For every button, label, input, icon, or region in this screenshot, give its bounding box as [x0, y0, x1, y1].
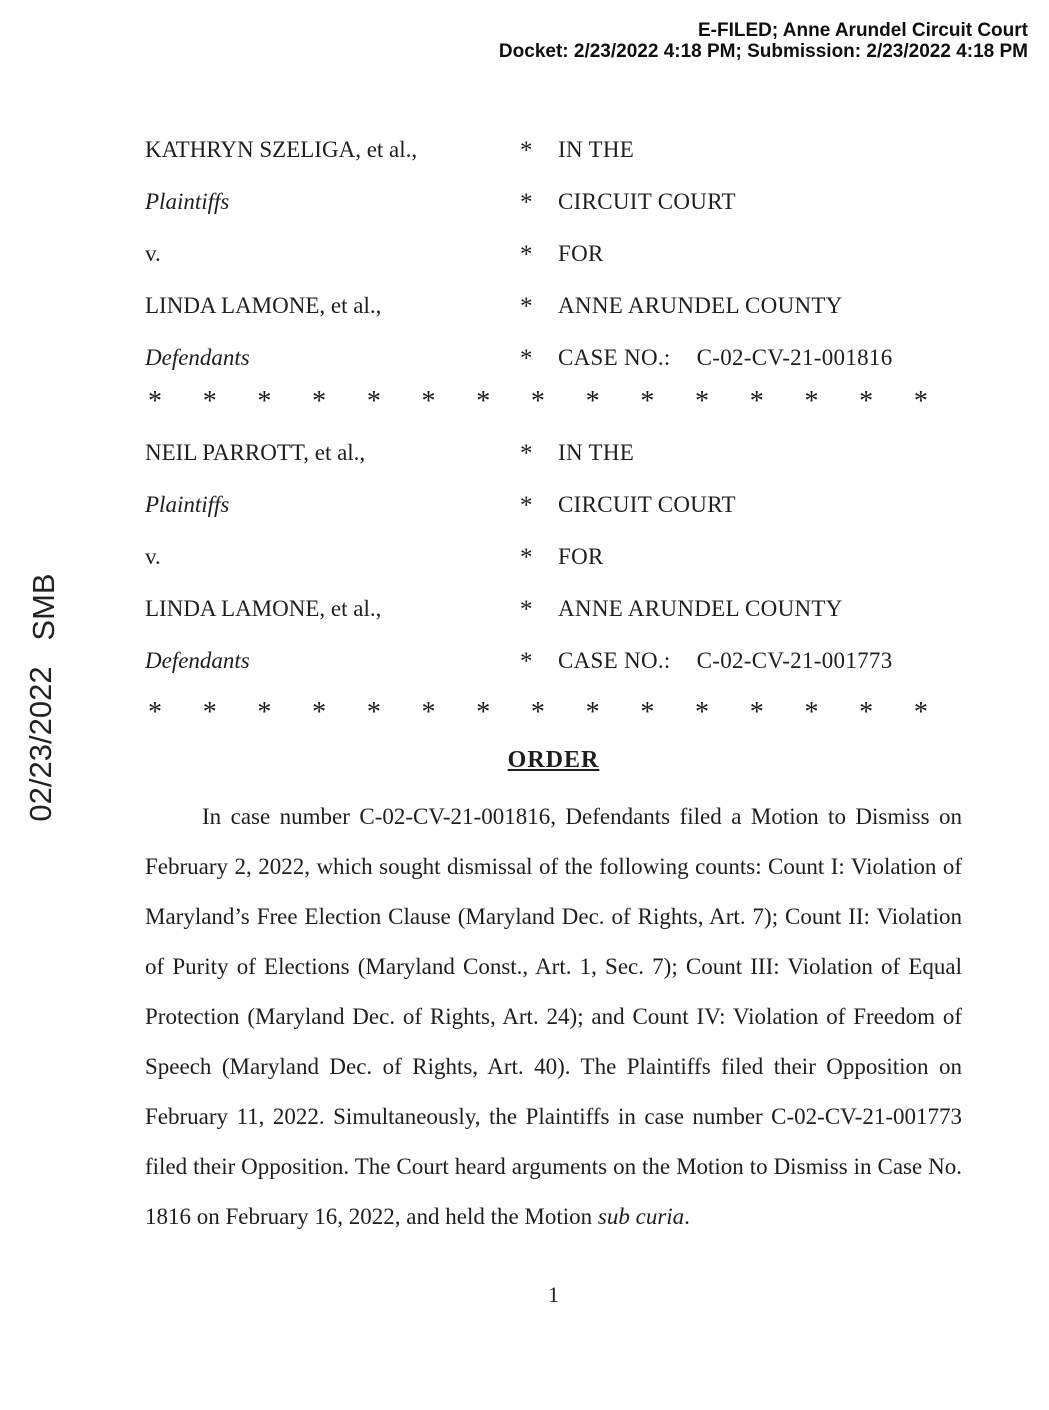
case-caption-parrott [145, 440, 975, 700]
party-designation: Defendants [145, 648, 250, 673]
caption-row [145, 241, 975, 293]
court-line: FOR [558, 544, 604, 569]
plaintiff-name: NEIL PARROTT, et al., [145, 440, 366, 465]
asterisk-column: * [520, 596, 533, 623]
versus-label: v. [145, 241, 161, 266]
page-number: 1 [548, 1282, 559, 1307]
efiling-stamp [499, 20, 1028, 62]
plaintiff-name: KATHRYN SZELIGA, et al., [145, 137, 418, 162]
asterisk-column: * [520, 293, 533, 320]
court-line: ANNE ARUNDEL COUNTY [558, 596, 843, 621]
order-text-period: . [684, 1204, 690, 1229]
party-designation: Defendants [145, 345, 250, 370]
order-text-latin-phrase: sub curia [597, 1204, 685, 1229]
order-heading-text: ORDER [507, 747, 600, 773]
asterisk-separator: * * * * * * * * * * * * * * * [148, 386, 928, 417]
caption-row [145, 544, 975, 596]
order-text-main: In case number C-02-CV-21-001816, Defendants filed a Motion to Dismiss on February 2, 2022, which sought dismissal of the following counts: Count I: Violation of Maryland’s Free Election Clause (Maryland Dec. of Rights, Art. 7); Count II: Violation of Purity of Elections (Maryland Const., Art. 1, Sec. 7); Count III: Violation of Equal Protection (Maryland Dec. of Rights, Art. 24); and Count IV: Violation of Freedom of Speech (Maryland Dec. of Rights, Art. 40). The Plaintiffs filed their Opposition on February 11, 2022. Simultaneously, the Plaintiffs in case number C-02-CV-21-001773 filed their Opposition. The Court heard arguments on the Motion to Dismiss in Case No. 1816 on February 16, 2022, and held the Motion [145, 804, 962, 1229]
filing-date-stamp: 02/23/2022 [23, 666, 58, 822]
court-line: ANNE ARUNDEL COUNTY [558, 293, 843, 318]
caption-row [145, 137, 975, 189]
court-line: IN THE [558, 137, 635, 162]
asterisk-column: * [520, 345, 533, 372]
case-caption-szeliga [145, 137, 975, 397]
clerk-initials-stamp: SMB [26, 573, 61, 641]
asterisk-column: * [520, 137, 533, 164]
party-designation: Plaintiffs [145, 492, 230, 517]
asterisk-separator: * * * * * * * * * * * * * * * [148, 697, 928, 728]
court-line: IN THE [558, 440, 635, 465]
versus-label: v. [145, 544, 161, 569]
asterisk-column: * [520, 648, 533, 675]
case-number: C-02-CV-21-001816 [696, 345, 893, 370]
defendant-name: LINDA LAMONE, et al., [145, 596, 382, 621]
caption-row [145, 596, 975, 648]
case-no-label: CASE NO.: [558, 345, 671, 370]
court-line: FOR [558, 241, 604, 266]
asterisk-column: * [520, 440, 533, 467]
efiling-stamp-line2: Docket: 2/23/2022 4:18 PM; Submission: 2/23/2022 4:18 PM [498, 41, 1028, 62]
order-body-paragraph [145, 792, 962, 1242]
order-heading [145, 747, 962, 774]
case-no-label: CASE NO.: [558, 648, 671, 673]
defendant-name: LINDA LAMONE, et al., [145, 293, 382, 318]
party-designation: Plaintiffs [145, 189, 230, 214]
case-number: C-02-CV-21-001773 [696, 648, 893, 673]
caption-row [145, 492, 975, 544]
asterisk-column: * [520, 492, 533, 519]
caption-row [145, 189, 975, 241]
caption-row [145, 648, 975, 700]
caption-row [145, 293, 975, 345]
court-line: CIRCUIT COURT [558, 492, 736, 517]
asterisk-column: * [520, 544, 533, 571]
asterisk-column: * [520, 241, 533, 268]
caption-row [145, 440, 975, 492]
court-line: CIRCUIT COURT [558, 189, 736, 214]
efiling-stamp-line1: E-FILED; Anne Arundel Circuit Court [697, 20, 1028, 41]
asterisk-column: * [520, 189, 533, 216]
